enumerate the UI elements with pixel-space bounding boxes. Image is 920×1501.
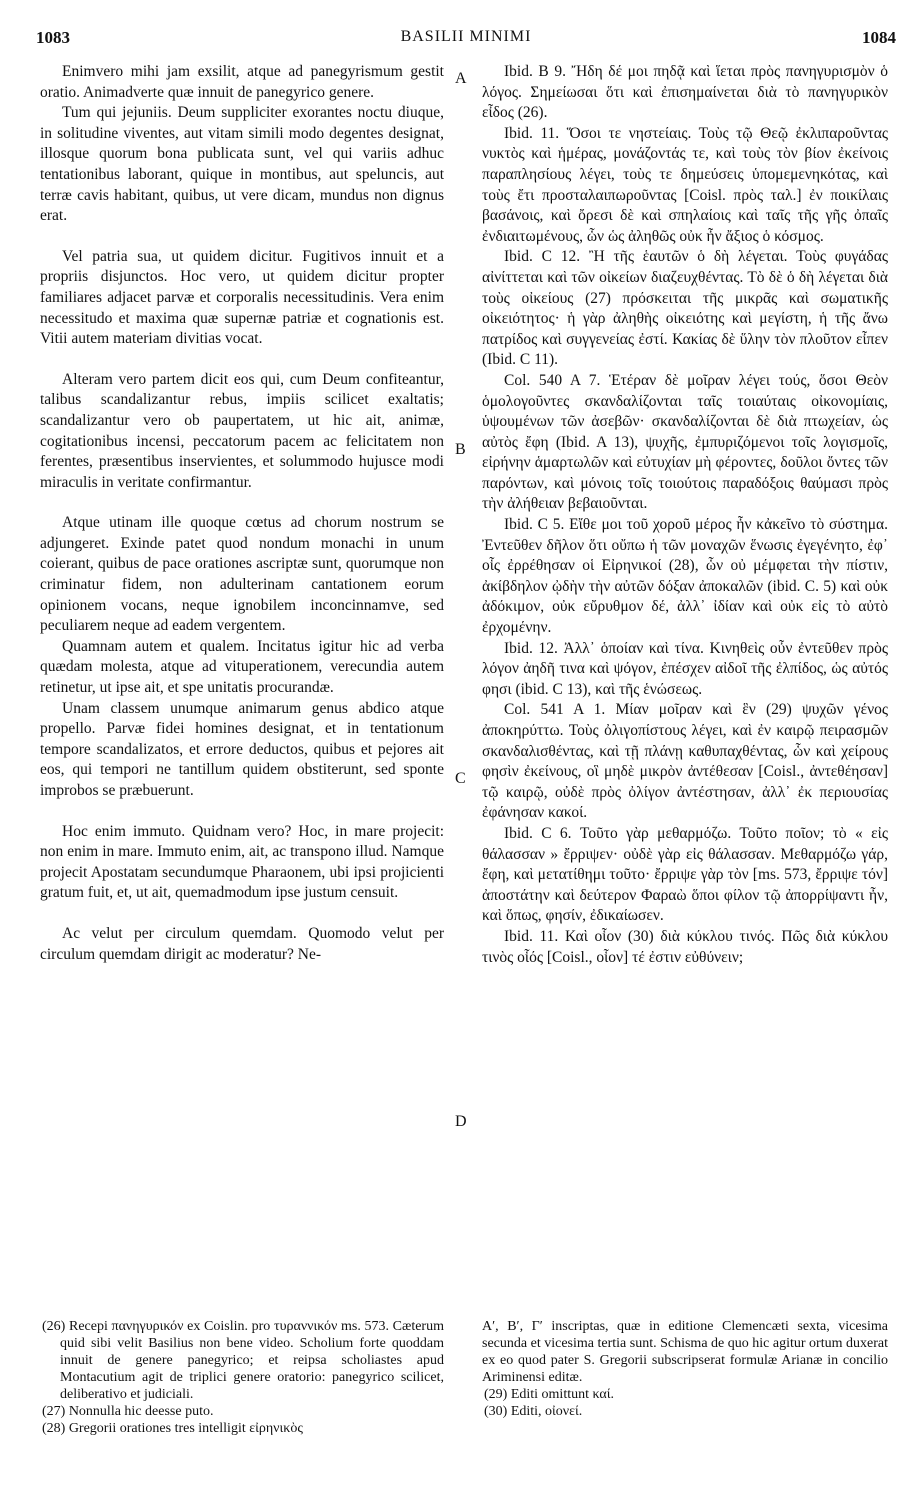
running-title: BASILII MINIMI: [400, 28, 532, 45]
margin-letter-b: B: [455, 441, 466, 458]
latin-column: [40, 62, 444, 965]
footnote: (28) Gregorii orationes tres intelligit εἰρηνικὸς: [42, 1421, 303, 1436]
latin-paragraph: Vel patria sua, ut quidem dicitur. Fugitivos innuit et a propriis disjunctos. Hoc vero, ut quidem dicitur propter familiares adjacet parvæ et corporalis necessitudinis. Vera enim necessitudo et maxima quæ supernæ patriæ et cognationis est. Vitii autem materiam divitias vocat.: [40, 247, 444, 348]
greek-paragraph: Ibid. C 5. Εἴθε μοι τοῦ χοροῦ μέρος ἦν κἀκεῖνο τὸ σύστημα. Ἐντεῦθεν δῆλον ὅτι οὔπω ἡ τῶν μοναχῶν ἕνωσις ἐγεγένητο, ἐφ᾽ οἷς ἐρρέθησαν οἱ Εἰρηνικοί (28), ὧν οὐ μέμφεται τὴν πίστιν, ἀκίβδηλον ᾠδὴν τὴν αὐτῶν δόξαν ἀποκαλῶν (ibid. C. 5) καὶ οὐκ ἀδόκιμον, οὐκ εὔρυθμον δέ, ἀλλ᾽ ἰδίαν καὶ οὐκ εἰς τὸ αὐτὸ ἐρχομένην.: [482, 516, 888, 637]
greek-paragraph: Ibid. 11. Καὶ οἷον (30) διὰ κύκλου τινός. Πῶς διὰ κύκλου τινὸς οἷός [Coisl., οἷον] τέ ἐστιν εὐθύνειν;: [482, 927, 888, 966]
latin-paragraph: Ac velut per circulum quemdam. Quomodo velut per circulum quemdam dirigit ac moderatur? Ne-: [40, 924, 444, 963]
footnotes-left: [40, 1318, 444, 1437]
greek-paragraph: Col. 540 A 7. Ἑτέραν δὲ μοῖραν λέγει τούς, ὅσοι Θεὸν ὁμολογοῦντες σκανδαλίζονται ταῖς τοιαύταις οἰκονομίαις, ὑψουμένων τῶν ἀσεβῶν· σκανδαλίζονται δὲ διὰ πτωχείαν, ὡς αὐτὸς ἔφη (Ibid. A 13), ψυχῆς, ἐμπυριζόμενοι τοῖς λογισμοῖς, εἰρήνην ἁμαρτωλῶν καὶ εὐτυχίαν μὴ φέροντες, δοῦλοι ὄντες τῶν παρόντων, καὶ μόνοις τοῖς τοιούτοις παραδόξοις θαύμασι πρὸς τὴν ἀλήθειαν βεβαιοῦνται.: [482, 371, 888, 513]
latin-paragraph: Alteram vero partem dicit eos qui, cum Deum confiteantur, talibus scandalizantur rebus, impiis scilicet exaltatis; scandalizantur vero ob paupertatem, ut hic ait, animæ, cogitationibus incensi, peccatorum pacem ac felicitatem non ferentes, præsentibus inservientes, et solummodo hujusce modi miraculis in veritate confirmantur.: [40, 370, 444, 491]
greek-paragraph: Ibid. 12. Ἀλλ᾽ ὁποίαν καὶ τίνα. Κινηθεὶς οὖν ἐντεῦθεν πρὸς λόγον ἀηδῆ τινα καὶ ψόγον, ἐπέσχεν αἰδοῖ τῆς ἐλπίδος, ὡς αὐτός φησι (ibid. C 13), καὶ τῆς ἑνώσεως.: [482, 639, 888, 698]
footnote: (26) Recepi πανηγυρικόν ex Coislin. pro τυραννικόν ms. 573. Cæterum quid sibi velit Basilius non bene video. Scholium forte quoddam innuit de genere panegyrico; et reipsa scholiastes apud Montacutium agit de triplici genere oratorio: panegyrico scilicet, deliberativo et judiciali.: [42, 1319, 444, 1402]
greek-paragraph: Ibid. 11. Ὅσοι τε νηστείαις. Τοὺς τῷ Θεῷ ἐκλιπαροῦντας νυκτὸς καὶ ἡμέρας, μονάζοντάς τε, καὶ τοὺς τὸν βίον ἐκείνοις παραπλησίους λέγει, τοὺς τε δημεύσεις ὑπομεμενηκότας, καὶ τοὺς ἔτι προσταλαιπωροῦντας [Coisl. πρὸς ταλ.] ἐν ποικίλαις βασάνοις, καὶ ὄρεσι δὲ καὶ σπηλαίοις καὶ ταῖς τῆς γῆς ὀπαῖς ἐνδιαιτωμένους, ὧν ὡς ἀληθῶς οὐκ ἦν ἄξιος ὁ κόσμος.: [482, 124, 888, 245]
footnote: A′, B′, Γ′ inscriptas, quæ in editione Clemencæti sexta, vicesima secunda et vicesima tertia sunt. Schisma de quo hic agitur ortum duxerat ex eo quod pater S. Gregorii subscripserat formulæ Arianæ in concilio Ariminensi editæ.: [482, 1319, 888, 1385]
footnotes-right: [482, 1318, 888, 1420]
latin-paragraph: Unam classem unumque animarum genus abdico atque propello. Parvæ fidei homines designat, et in tentationum tempore scandalizatos, et errore deductos, quibus et pejores ait eos, qui tempori ne tantillum quidem obstiterunt, sed sponte improbos se præbuerunt.: [40, 699, 444, 799]
footnote: (29) Editi omittunt καί.: [484, 1387, 615, 1402]
latin-paragraph: Quamnam autem et qualem. Incitatus igitur hic ad verba quædam molesta, atque ad vituperationem, verecundia autem retinetur, ut ipse ait, et spe unitatis procurandæ.: [40, 637, 444, 697]
greek-paragraph: Ibid. C 6. Τοῦτο γὰρ μεθαρμόζω. Τοῦτο ποῖον; τὸ « εἰς θάλασσαν » ἔρριψεν· οὐδὲ γὰρ εἰς θάλασσαν. Μεθαρμόζω γάρ, ἔφη, καὶ μετατίθημι τοῦτο· ἔρριψε γὰρ τὸν [ms. 573, ἔρριψε τόν] ἀποστάτην καὶ δεύτερον Φαραὼ ὅποι φίλον τῷ ἀπορρίψαντι ἦν, καὶ ὅπως, φησίν, ἐδικαίωσεν.: [482, 824, 888, 925]
greek-column: [482, 62, 888, 968]
page-number-left: 1083: [36, 28, 70, 47]
page-header: [36, 28, 896, 52]
latin-paragraph: Tum qui jejuniis. Deum suppliciter exorantes noctu diuque, in solitudine viventes, aut vitam simili modo degentes designat, illosque quorum bona publicata sunt, vel qui variis adhuc tentationibus laborant, quique in montibus, aut speluncis, aut terræ cavis habitant, quibus, ut vere dicam, mundus non dignus erat.: [40, 104, 444, 225]
footnote: (27) Nonnulla hic deesse puto.: [42, 1404, 214, 1419]
margin-letter-a: A: [455, 70, 467, 87]
latin-paragraph: Hoc enim immuto. Quidnam vero? Hoc, in mare projecit: non enim in mare. Immuto enim, ait, ac transpono illud. Namque projecit Apostatam secundumque Pharaonem, ubi ipsi projicienti gratum fuit, et, ut ait, quemadmodum ipse justum censuit.: [40, 822, 444, 902]
footnote: (30) Editi, οἰονεί.: [484, 1404, 583, 1419]
margin-letter-d: D: [455, 1113, 467, 1130]
margin-letter-c: C: [455, 770, 466, 787]
greek-paragraph: Ibid. B 9. Ἤδη δέ μοι πηδᾷ καὶ ἵεται πρὸς πανηγυρισμὸν ὁ λόγος. Σημείωσαι ὅτι καὶ ἐπισημαίνεται διὰ τὸ πανηγυρικὸν εἶδος (26).: [482, 63, 888, 122]
page-number-right: 1084: [862, 28, 896, 47]
latin-paragraph: Enimvero mihi jam exsilit, atque ad panegyrismum gestit oratio. Animadverte quæ innuit de panegyrico genere.: [40, 63, 444, 101]
greek-paragraph: Ibid. C 12. Ἢ τῆς ἑαυτῶν ὁ δὴ λέγεται. Τοὺς φυγάδας αἰνίττεται καὶ τῶν οἰκείων διαζευχθέντας. Τὸ δὲ ὁ δὴ λέγεται διὰ τοὺς οἰκείους (27) πρόσκειται τῆς μικρᾶς καὶ σωματικῆς οἰκειότητος· ἡ γὰρ ἀληθὴς οἰκειότης καὶ μεγίστη, ἡ τῆς ἄνω πατρίδος καὶ συγγενείας ἐστί. Κακίας δὲ ὕλην τὸν πλοῦτον εἶπεν (Ibid. C 11).: [482, 248, 888, 369]
greek-paragraph: Col. 541 A 1. Μίαν μοῖραν καὶ ἓν (29) ψυχῶν γένος ἀποκηρύττω. Τοὺς ὀλιγοπίστους λέγει, καὶ ἐν καιρῷ πειρασμῶν σκανδαλισθέντας, καὶ τῇ πλάνῃ καθυπαχθέντας, ὧν καὶ χείρους φησὶν ἐκείνους, οἳ μηδὲ μικρὸν ἀντέθεσαν [Coisl., ἀντεθέησαν] τῷ καιρῷ, οὐδὲ πρὸς ὀλίγον ἀντέστησαν, ἀλλ᾽ ἐκ περιουσίας ἐφάνησαν κακοί.: [482, 701, 888, 822]
latin-paragraph: Atque utinam ille quoque cœtus ad chorum nostrum se adjungeret. Exinde patet quod nondum monachi in unum coierant, quibus de pace orationes ascriptæ sunt, quorumque non criminatur fidem, non adulterinam cantationem eorum opinionem vocans, neque ignobilem inconcinnamve, sed peculiarem neque ad eadem vergentem.: [40, 514, 444, 635]
